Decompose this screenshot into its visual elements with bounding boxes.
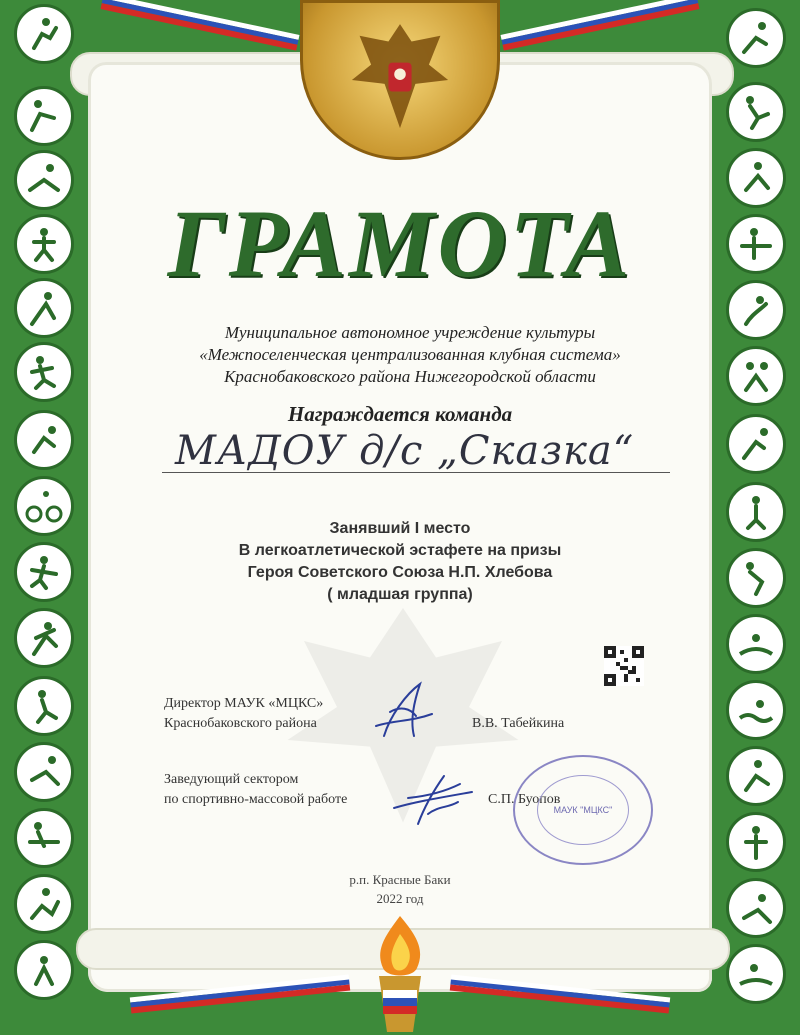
sport-pictogram-icon [726,614,786,674]
place-and-year [0,870,800,908]
sport-pictogram-icon [14,4,74,64]
sport-pictogram-icon [726,8,786,68]
achievement-line: В легкоатлетической эстафете на призы [238,542,562,559]
signatory-position-line: по спортивно-массовой работе [164,792,348,807]
signature-2-icon [388,768,478,832]
sport-pictogram-icon [726,346,786,406]
signatory-position-line: Директор МАУК «МЦКС» [164,696,324,711]
award-label: Награждается команда [287,402,513,426]
organization-line: Муниципальное автономное учреждение культуры [224,323,596,342]
organization-line: «Межпоселенческая централизованная клубная система» [199,345,621,364]
signature-1-icon [370,676,440,746]
sport-pictogram-icon [14,742,74,802]
certificate-title: ГРАМОТА [167,190,633,297]
achievement-line: Героя Советского Союза Н.П. Хлебова [247,564,553,581]
place: р.п. Красные Баки [349,872,451,887]
sport-pictogram-icon [726,812,786,872]
official-stamp [513,755,653,865]
sport-pictogram-icon [726,82,786,142]
qr-code-icon [604,646,644,686]
signatory-1-name: В.В. Табейкина [472,716,565,731]
olympic-torch-icon [355,910,445,1035]
sport-pictogram-icon [14,808,74,868]
signatory-position-line: Заведующий сектором [164,772,299,787]
sport-pictogram-icon [14,940,74,1000]
sport-pictogram-icon [726,680,786,740]
signatory-2-position [164,770,347,810]
sport-pictogram-icon [726,944,786,1004]
achievement-block [0,518,800,606]
stamp-inner-ring [537,775,629,845]
team-name-handwritten: МАДОУ д/с „Сказка“ [175,428,635,474]
sport-pictogram-icon [726,746,786,806]
coat-of-arms-icon [300,0,500,160]
stamp-text: МАУК "МЦКС" [553,805,613,815]
achievement-line: ( младшая группа) [327,586,473,603]
organization-block [150,322,670,388]
organization-line: Краснобаковского района Нижегородской области [224,367,596,386]
year: 2022 год [376,891,424,906]
team-underline [162,472,670,473]
signatory-1-position [164,694,323,734]
flag-ribbon-top-left [101,0,300,51]
sport-pictogram-icon [14,86,74,146]
sport-pictogram-icon [14,676,74,736]
sport-pictogram-icon [14,608,74,668]
achievement-line: Занявший I место [329,520,471,537]
signatory-2-name: С.П. Буопов [488,792,561,807]
sport-pictogram-icon [14,342,74,402]
signatory-position-line: Краснобаковского района [164,716,317,731]
flag-ribbon-top-right [501,0,700,51]
